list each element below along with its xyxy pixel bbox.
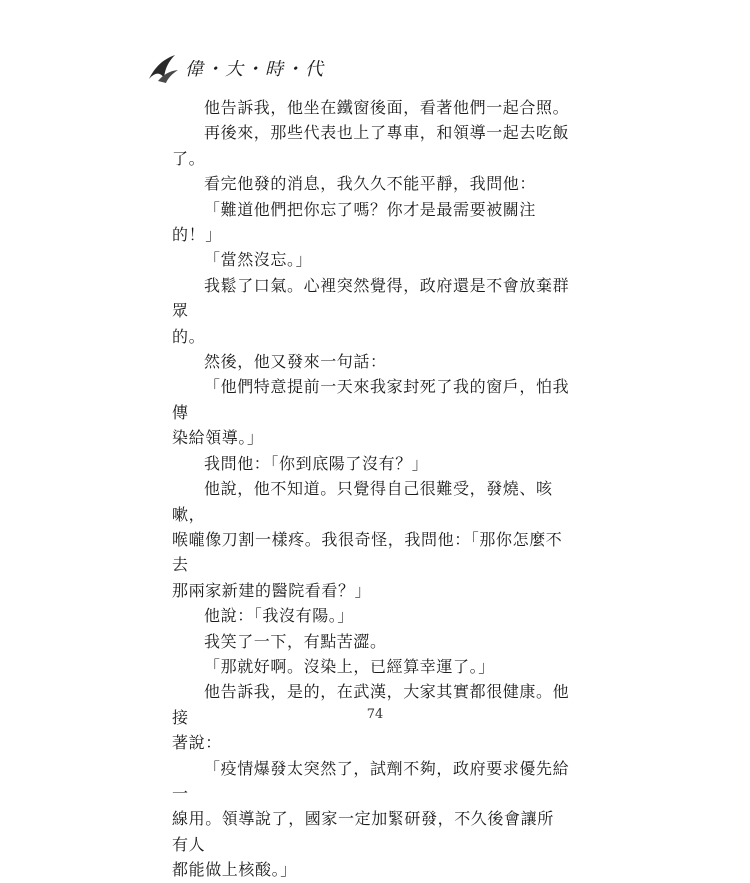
paragraph: 再後來，那些代表也上了專車，和領導一起去吃飯 了。: [172, 123, 570, 168]
paragraph: 我鬆了口氣。心裡突然覺得，政府還是不會放棄群眾 的。: [172, 275, 570, 346]
paragraph: 他說：「我沒有陽。」: [204, 606, 355, 626]
header-title: 偉・大・時・代: [185, 59, 325, 80]
brush-logo-icon: [145, 51, 181, 85]
paragraph: 他說，他不知道。只覺得自己很難受，發燒、咳嗽， 喉嚨像刀割一樣疼。我很奇怪，我問他：「那你怎麼不去 那兩家新建的醫院看看？」: [172, 479, 563, 600]
paragraph: 他告訴我，是的，在武漢，大家其實都很健康。他接 著說：: [172, 682, 570, 753]
paragraph: 「難道他們把你忘了嗎？你才是最需要被關注的！」: [172, 199, 537, 245]
paragraph: 我笑了一下，有點苦澀。: [204, 631, 387, 651]
running-header: [145, 50, 325, 86]
page-number: 74: [366, 707, 384, 722]
paragraph: 「他們特意提前一天來我家封死了我的窗戶，怕我傳 染給領導。」: [172, 377, 570, 448]
paragraph: 然後，他又發來一句話：: [204, 352, 387, 372]
paragraph: 我問他：「你到底陽了沒有？」: [204, 453, 429, 473]
body-text: [172, 95, 570, 883]
paragraph: 他告訴我，他坐在鐵窗後面，看著他們一起合照。: [204, 98, 570, 117]
paragraph: 「那就好啊。沒染上，已經算幸運了。」: [204, 656, 495, 676]
paragraph: 「疫情爆發太突然了，試劑不夠，政府要求優先給一 線用。領導說了，國家一定加緊研發，不久後會讓所有人 都能做上核酸。」: [172, 758, 570, 880]
paragraph: 看完他發的消息，我久久不能平靜，我問他：: [204, 174, 537, 194]
paragraph: 「當然沒忘。」: [204, 250, 313, 270]
